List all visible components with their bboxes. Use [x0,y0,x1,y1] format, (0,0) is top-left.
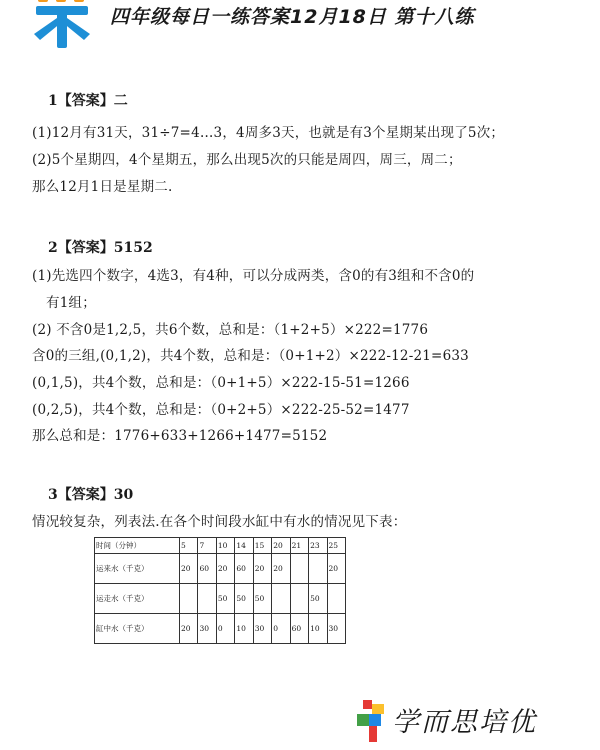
table-cell: 23 [309,538,327,554]
table-cell [198,584,216,614]
table-cell: 20 [180,614,198,644]
table-row [95,584,346,614]
table-cell: 20 [253,554,271,584]
answer-2-line-1: (1)先选四个数字，4选3，有4种，可以分成两类，含0的有3组和不含0的 [32,268,475,284]
answer-2-line-2: 有1组； [46,295,96,311]
table-cell: 20 [216,554,234,584]
table-cell: 0 [216,614,234,644]
answer-1-heading: 1【答案】二 [48,93,128,109]
table-cell: 0 [272,614,290,644]
table-cell [272,584,290,614]
table-row [95,538,346,554]
table-row [95,554,346,584]
table-cell: 20 [180,554,198,584]
table-cell: 时间（分钟） [95,538,180,554]
table-cell: 20 [327,554,346,584]
table-cell: 5 [180,538,198,554]
table-cell: 50 [309,584,327,614]
table-cell: 运来水（千克） [95,554,180,584]
answer-3-heading: 3【答案】30 [48,487,134,503]
table-cell [327,584,346,614]
answer-1-line-2: (2)5个星期四，4个星期五，那么出现5次的只能是周四，周三，周二； [32,152,462,168]
answer-1-line-1: (1)12月有31天，31÷7=4…3，4周多3天，也就是有3个星期某出现了5次； [32,125,505,141]
brand-name: 学而思培优 [392,707,537,738]
water-table [94,537,346,644]
table-cell: 10 [235,614,253,644]
table-cell: 30 [327,614,346,644]
table-cell: 20 [272,554,290,584]
table-cell: 运走水（千克） [95,584,180,614]
brand-logo-icon [355,700,387,742]
table-cell: 21 [290,538,308,554]
answer-2-line-4: 含0的三组,(0,1,2)，共4个数，总和是：（0+1+2）×222-12-21=633 [32,348,469,364]
table-cell: 60 [235,554,253,584]
answer-2-heading: 2【答案】5152 [48,240,153,256]
answer-2-line-7: 那么总和是：1776+633+1266+1477=5152 [32,428,328,444]
table-cell: 50 [235,584,253,614]
answer-2-line-6: (0,2,5)，共4个数，总和是：（0+2+5）×222-25-52=1477 [32,402,410,418]
table-cell: 60 [198,554,216,584]
table-cell: 10 [309,614,327,644]
table-cell: 50 [216,584,234,614]
table-cell: 60 [290,614,308,644]
answer-2-line-5: (0,1,5)，共4个数，总和是：（0+1+5）×222-15-51=1266 [32,375,410,391]
page-title: 四年级每日一练答案12月18日 第十八练 [110,6,475,28]
table-cell: 25 [327,538,346,554]
table-row [95,614,346,644]
answer-2-line-3: (2) 不含0是1,2,5，共6个数，总和是：（1+2+5）×222=1776 [32,322,429,338]
answer-1-line-3: 那么12月1日是星期二. [32,179,173,195]
table-cell [309,554,327,584]
table-cell [290,584,308,614]
table-cell: 缸中水（千克） [95,614,180,644]
answer-3-line-1: 情况较复杂，列表法.在各个时间段水缸中有水的情况见下表： [32,514,407,530]
table-cell: 7 [198,538,216,554]
table-cell: 30 [198,614,216,644]
table-cell: 10 [216,538,234,554]
table-cell: 30 [253,614,271,644]
table-cell [180,584,198,614]
table-cell: 50 [253,584,271,614]
header-logo-icon [30,0,94,48]
table-cell [290,554,308,584]
table-cell: 15 [253,538,271,554]
table-cell: 20 [272,538,290,554]
table-cell: 14 [235,538,253,554]
